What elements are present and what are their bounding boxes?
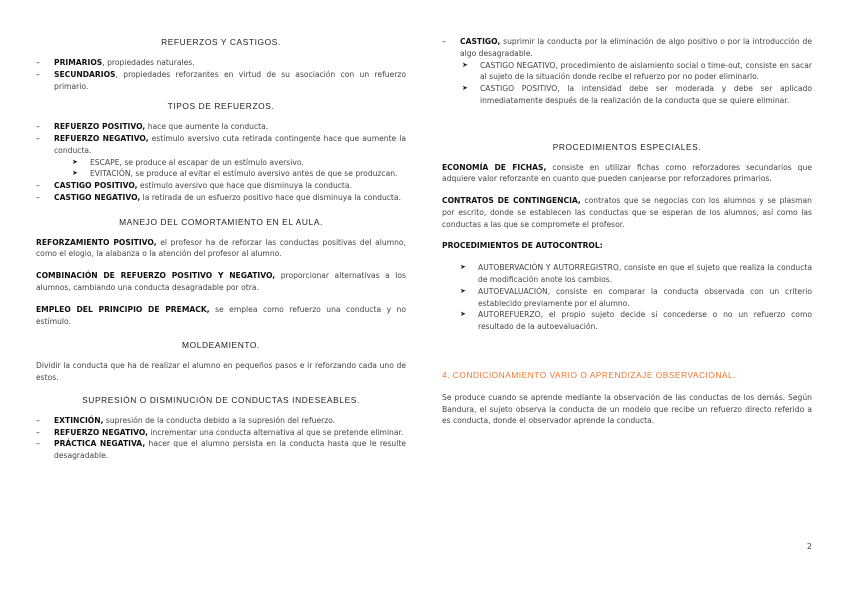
paragraph: ECONOMÍA DE FICHAS, consiste en utilizar fichas como reforzadores secundarios que adquiere valor reforzante en cuanto que pueden canjearse por reforzadores primarios. xyxy=(442,162,812,184)
list-item: ➤ AUTOEVALUACIÓN, consiste en comparar la conducta observada con un criterio establecido previamente por el alumno. xyxy=(460,286,812,310)
section-4-heading: 4. CONDICIONAMIENTO VARIO O APRENDIZAJE OBSERVACIONAL. xyxy=(442,369,736,380)
heading-tipos-refuerzos: TIPOS DE REFUERZOS. xyxy=(167,101,275,112)
heading-refuerzos-castigos: REFUERZOS Y CASTIGOS. xyxy=(161,37,281,47)
sub-list-item: ➤ EVITACIÓN, se produce al evitar el estímulo aversivo antes de que se produzcan. xyxy=(72,168,406,180)
sub-list-item: ➤ CASTIGO NEGATIVO, procedimiento de aislamiento social o time-out, consiste en sacar al sujeto de la situación donde recibe el refuerzo por no poder eliminarlo. xyxy=(462,60,812,84)
paragraph: Se produce cuando se aprende mediante la observación de las conductas de los demás. Según Bandura, el sujeto observa la conducta de un modelo que recibe un refuerzo directo referido a es conducta, donde el observador aprende la conducta. xyxy=(442,392,812,426)
list-item: – REFUERZO NEGATIVO, incrementar una conducta alternativa al que se pretende eliminar. xyxy=(36,427,406,439)
page-number: 2 xyxy=(806,542,812,551)
sub-list-item: ➤ CASTIGO POSITIVO, la intensidad debe ser moderada y debe ser aplicado inmediatamente después de la realización de la conducta que se quiere eliminar. xyxy=(462,83,812,107)
refuerzos-list xyxy=(36,57,406,92)
autocontrol-list xyxy=(442,262,812,333)
sub-list-item: ➤ ESCAPE, se produce al escapar de un estímulo aversivo. xyxy=(72,157,406,169)
paragraph: EMPLEO DEL PRINCIPIO DE PREMACK, se emplea como refuerzo una conducta y no estímulo. xyxy=(36,304,406,326)
paragraph: REFORZAMIENTO POSITIVO, el profesor ha de reforzar las conductas positivas del alumno, como el elogio, la alabanza o la atención del profesor al alumno. xyxy=(36,237,406,259)
right-column xyxy=(442,36,812,437)
castigo-sublist xyxy=(460,60,812,107)
list-item: – REFUERZO NEGATIVO, estímulo aversivo cuta retirada contingente hace que aumente la conducta. ➤ ESCAPE, se produce al escapar de un estímulo aversivo. ➤ EVITACIÓN, se produce al evitar el estímulo aversivo antes de que se produzcan. xyxy=(36,133,406,180)
castigo-list xyxy=(442,36,812,107)
list-item: ➤ AUTOREFUERZO, el propio sujeto decide si concederse o no un refuerzo como resultado de la autoevaluación. xyxy=(460,309,812,333)
heading-moldeamiento: MOLDEAMIENTO. xyxy=(182,340,260,351)
paragraph: COMBINACIÓN DE REFUERZO POSITIVO Y NEGATIVO, proporcionar alternativas a los alumnos, cambiando una conducta desagradable por otra. xyxy=(36,271,406,292)
list-item: – EXTINCIÓN, supresión de la conducta debido a la supresión del refuerzo. xyxy=(36,415,406,427)
paragraph: Dividir la conducta que ha de realizar el alumno en pequeños pasos e ir reforzando cada uno de estos. xyxy=(36,361,406,383)
list-item: – CASTIGO, suprimir la conducta por la eliminación de algo positivo o por la introducción de algo desagradable. ➤ CASTIGO NEGATIVO, procedimiento de aislamiento social o time-out, consiste en sacar al sujeto de la situación donde recibe el refuerzo por no poder eliminarlo. ➤ CASTIGO POSITIVO, la intensidad debe ser moderada y debe ser aplicado inmediatamente después de la realización de la conducta que se quiere eliminar. xyxy=(442,36,812,107)
left-column xyxy=(36,36,406,470)
heading-manejo: MANEJO DEL COMORTAMIENTO EN EL AULA. xyxy=(119,216,323,227)
autocontrol-title: PROCEDIMIENTOS DE AUTOCONTROL: xyxy=(442,241,603,251)
negativo-sublist xyxy=(54,157,406,181)
tipos-list xyxy=(36,121,406,203)
paragraph: CONTRATOS DE CONTINGENCIA, contratos que se negocias con los alumnos y se plasman por escrito, donde se establecen las conductas que se esperan de los alumnos, así como las conductas a las que se compromete el profesor. xyxy=(442,196,812,229)
list-item: – CASTIGO POSITIVO, estímulo aversivo que hace que disminuya la conducta. xyxy=(36,180,406,192)
list-item: ➤ AUTOBERVACIÓN Y AUTORREGISTRO, consiste en que el sujeto que realiza la conducta de modificación anote los cambios. xyxy=(460,262,812,286)
list-item: – PRIMARIOS, propiedades naturales. xyxy=(36,57,406,69)
heading-procedimientos-especiales: PROCEDIMIENTOS ESPECIALES. xyxy=(552,141,702,152)
list-item: – PRÁCTICA NEGATIVA, hacer que el alumno persista en la conducta hasta que le resulte desagradable. xyxy=(36,438,406,462)
heading-supresion: SUPRESIÓN O DISMINUCIÓN DE CONDUCTAS INDESEABLES. xyxy=(82,394,360,405)
list-item: – SECUNDARIOS, propiedades reforzantes en virtud de su asociación con un refuerzo primario. xyxy=(36,69,406,93)
supresion-list xyxy=(36,415,406,462)
list-item: – REFUERZO POSITIVO, hace que aumente la conducta. xyxy=(36,121,406,133)
list-item: – CASTIGO NEGATIVO, la retirada de un esfuerzo positivo hace que disminuya la conducta. xyxy=(36,192,406,204)
